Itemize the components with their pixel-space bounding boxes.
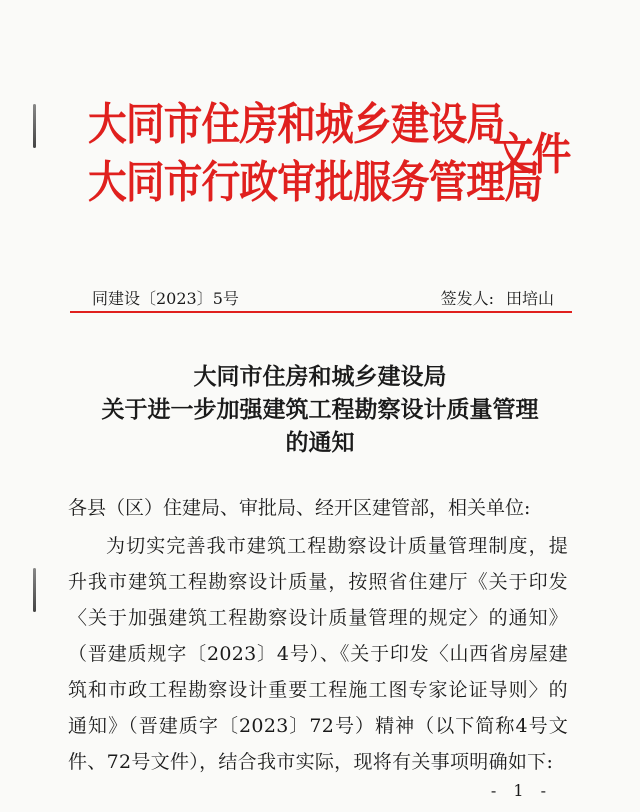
signer (441, 286, 554, 309)
issuing-agency-2: 大同市行政审批服务管理局 (88, 157, 543, 208)
document-title (0, 360, 640, 459)
document-meta-row (92, 286, 554, 309)
header-document-label: 文件 (494, 129, 570, 180)
salutation: 各县（区）住建局、审批局、经开区建管部，相关单位: (68, 497, 531, 519)
title-line-3: 的通知 (285, 429, 355, 456)
red-separator-line (70, 311, 572, 313)
title-line-2: 关于进一步加强建筑工程勘察设计质量管理 (101, 396, 539, 423)
body-paragraph: 为切实完善我市建筑工程勘察设计质量管理制度，提升我市建筑工程勘察设计质量，按照省住建厅《关于印发〈关于加强建筑工程勘察设计质量管理的规定〉的通知》（晋建质规字〔2023〕4号）、《关于印发〈山西省房屋建筑和市政工程勘察设计重要工程施工图专家论证导则〉的通知》（晋建质字〔2023〕72号）精神（以下简称4号文件、72号文件），结合我市实际，现将有关事项明确如下: (68, 535, 568, 773)
document-number: 同建设〔2023〕5号 (92, 289, 239, 308)
document-body (68, 490, 568, 780)
binding-mark-top (33, 104, 36, 148)
issuing-agency-1: 大同市住房和城乡建设局 (88, 99, 505, 150)
binding-mark-bottom (33, 568, 36, 612)
page-number: - 1 - (490, 781, 552, 800)
signer-label: 签发人: (440, 289, 494, 308)
title-line-1: 大同市住房和城乡建设局 (193, 363, 447, 390)
signer-name: 田培山 (505, 289, 554, 308)
issuing-agencies-header (88, 96, 542, 212)
